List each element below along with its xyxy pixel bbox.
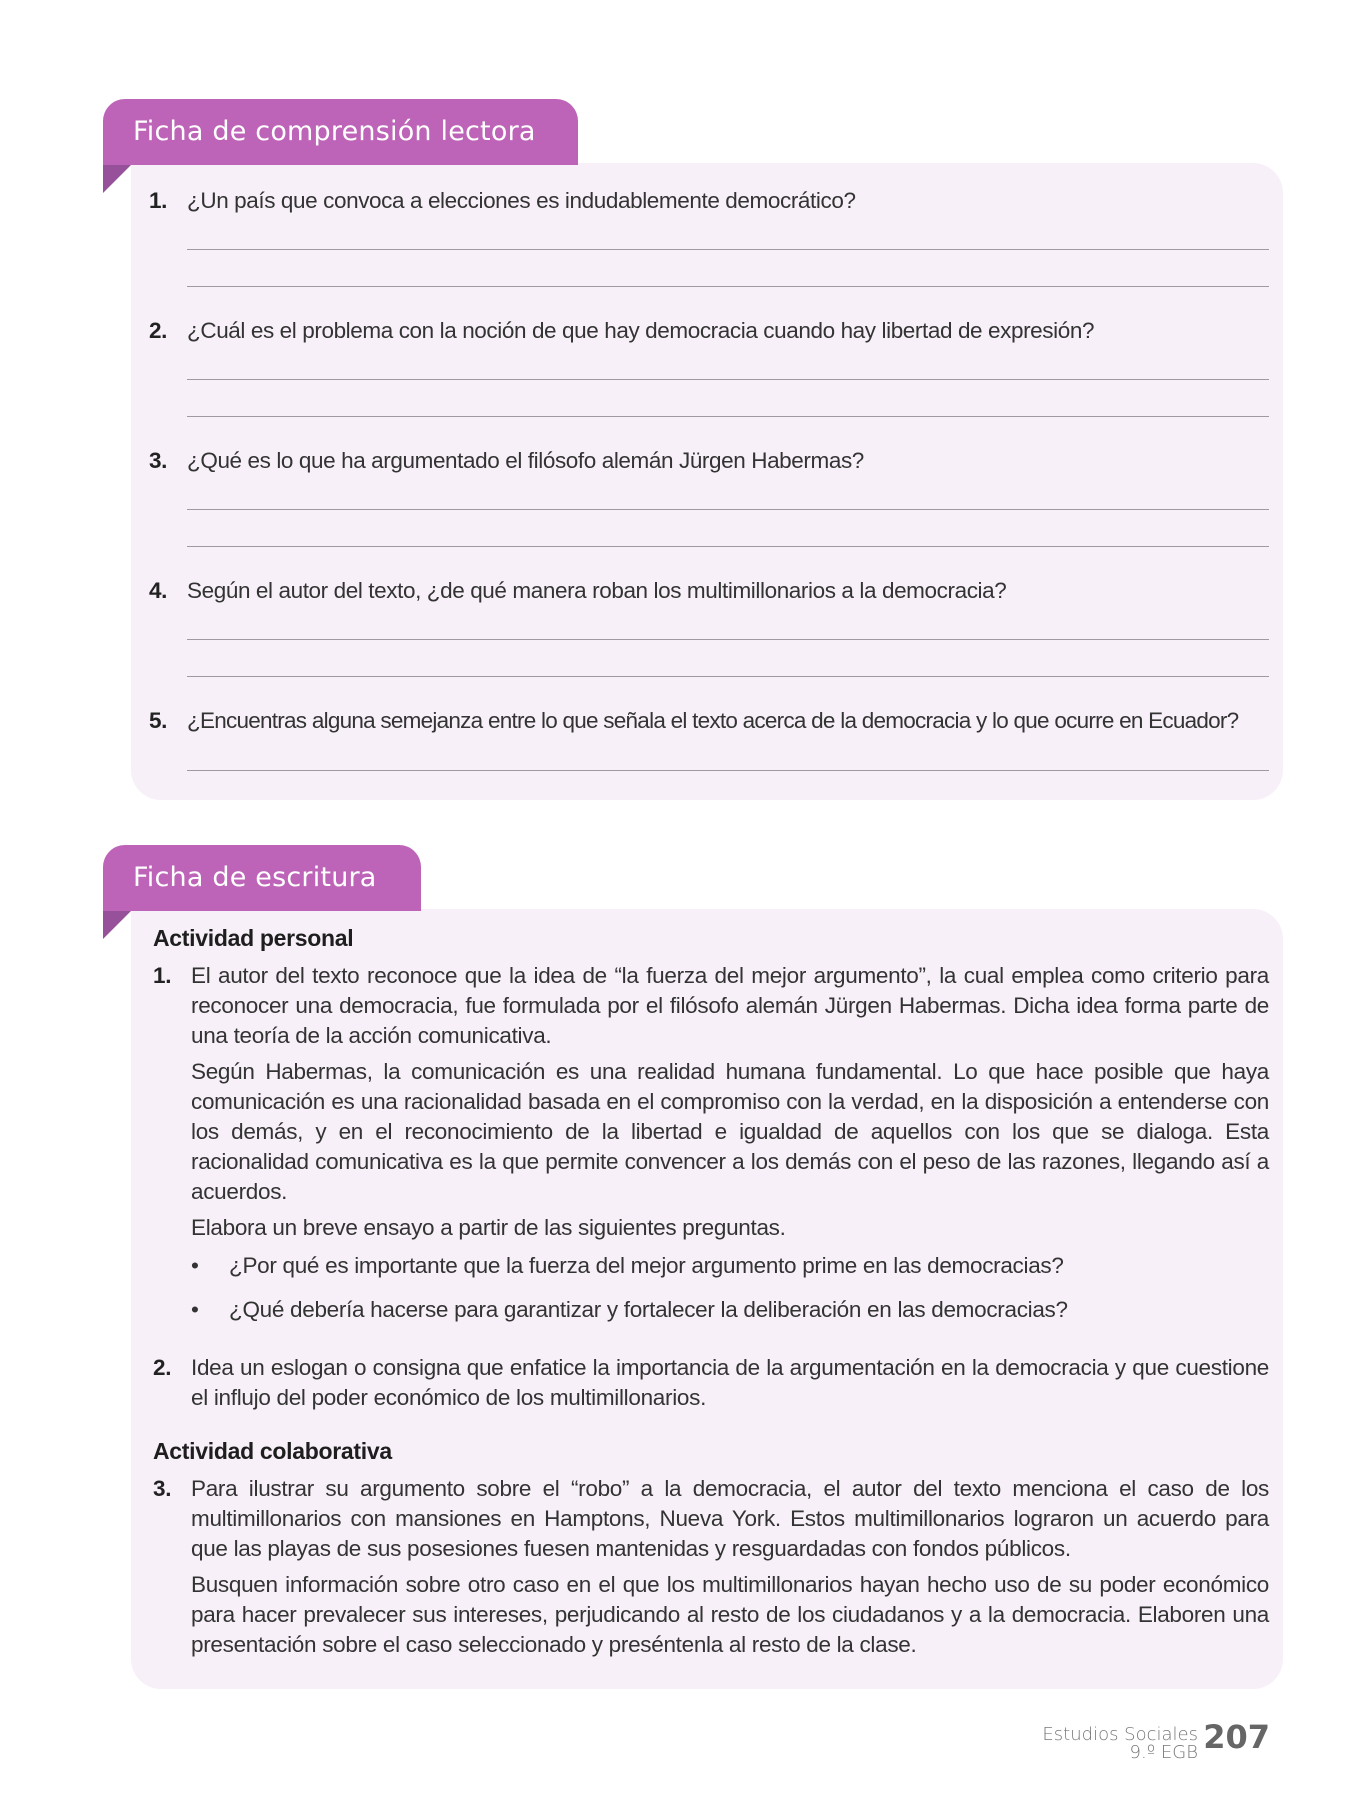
- question-number: 1.: [149, 188, 167, 213]
- writing-sheet-title: Ficha de escritura: [133, 862, 377, 893]
- question-text: ¿Qué es lo que ha argumentado el filósofo alemán Jürgen Habermas?: [187, 448, 864, 473]
- activity-item-3: [153, 1474, 1269, 1666]
- item-number: 3.: [153, 1476, 172, 1501]
- collaborative-activity-heading: Actividad colaborativa: [153, 1438, 392, 1464]
- question-number: 3.: [149, 448, 167, 473]
- reading-sheet-panel: [131, 163, 1283, 800]
- activity-item-2: [153, 1353, 1269, 1419]
- item-number: 1.: [153, 963, 172, 988]
- essay-questions-list: [191, 1251, 1269, 1325]
- item-number: 2.: [153, 1355, 172, 1380]
- question-number: 4.: [149, 578, 167, 603]
- writing-sheet-panel: [131, 909, 1283, 1689]
- reading-sheet-title: Ficha de comprensión lectora: [133, 116, 536, 147]
- question-text: ¿Encuentras alguna semejanza entre lo que señala el texto acerca de la democracia y lo que ocurre en Ecuador?: [187, 708, 1239, 733]
- answer-line[interactable]: [187, 546, 1269, 547]
- answer-line[interactable]: [187, 639, 1269, 640]
- bullet-icon: •: [191, 1253, 199, 1278]
- subject-label: Estudios Sociales 9.º EGB: [1042, 1724, 1198, 1763]
- item-paragraph: Para ilustrar su argumento sobre el “robo” a la democracia, el autor del texto menciona el caso de los multimillonarios con mansiones en Hamptons, Nueva York. Estos multimillonarios lograron un acuerdo para que las playas de sus posesiones fuesen mantenidas y resguardadas con fondos públicos.: [191, 1476, 1269, 1561]
- writing-sheet-tab: [103, 845, 421, 911]
- item-paragraph: El autor del texto reconoce que la idea de “la fuerza del mejor argumento”, la cual emplea como criterio para reconocer una democracia, fue formulada por el filósofo alemán Jürgen Habermas. Dicha idea forma parte de una teoría de la acción comunicativa.: [191, 963, 1269, 1048]
- bullet-icon: •: [191, 1297, 199, 1322]
- question-text: ¿Un país que convoca a elecciones es indudablemente democrático?: [187, 188, 856, 213]
- answer-line[interactable]: [187, 509, 1269, 510]
- list-item: • ¿Por qué es importante que la fuerza del mejor argumento prime en las democracias?: [191, 1251, 1269, 1281]
- item-paragraph: Elabora un breve ensayo a partir de las siguientes preguntas.: [191, 1215, 786, 1240]
- answer-line[interactable]: [187, 379, 1269, 380]
- list-item: • ¿Qué debería hacerse para garantizar y fortalecer la deliberación en las democracias?: [191, 1295, 1269, 1325]
- question-text: Según el autor del texto, ¿de qué manera roban los multimillonarios a la democracia?: [187, 578, 1007, 603]
- answer-line[interactable]: [187, 676, 1269, 677]
- ribbon-fold: [103, 911, 131, 939]
- activity-item-1: [153, 961, 1269, 1339]
- item-paragraph: Busquen información sobre otro caso en el que los multimillonarios hayan hecho uso de su poder económico para hacer prevalecer sus intereses, perjudicando al resto de los ciudadanos y a la democracia. Elaboren una presentación sobre el caso seleccionado y preséntenla al resto de la clase.: [191, 1572, 1269, 1657]
- question-number: 5.: [149, 708, 167, 733]
- question-number: 2.: [149, 318, 167, 343]
- item-paragraph: Según Habermas, la comunicación es una realidad humana fundamental. Lo que hace posible que haya comunicación es una racionalidad basada en el compromiso con la verdad, en la disposición a entenderse con los demás, y en el reconocimiento de la libertad e igualdad de aquellos con los que se dialoga. Esta racionalidad comunicativa es la que permite convencer a los demás con el peso de las razones, llegando así a acuerdos.: [191, 1059, 1269, 1204]
- answer-line[interactable]: [187, 416, 1269, 417]
- ribbon-fold: [103, 165, 131, 193]
- page-number: 207: [1203, 1718, 1270, 1756]
- answer-line[interactable]: [187, 249, 1269, 250]
- answer-line[interactable]: [187, 286, 1269, 287]
- question-text: ¿Cuál es el problema con la noción de que hay democracia cuando hay libertad de expresión?: [187, 318, 1095, 343]
- answer-line[interactable]: [187, 770, 1269, 771]
- personal-activity-heading: Actividad personal: [153, 925, 354, 951]
- item-paragraph: Idea un eslogan o consigna que enfatice la importancia de la argumentación en la democracia y que cuestione el influjo del poder económico de los multimillonarios.: [191, 1355, 1269, 1410]
- reading-sheet-tab: [103, 99, 578, 165]
